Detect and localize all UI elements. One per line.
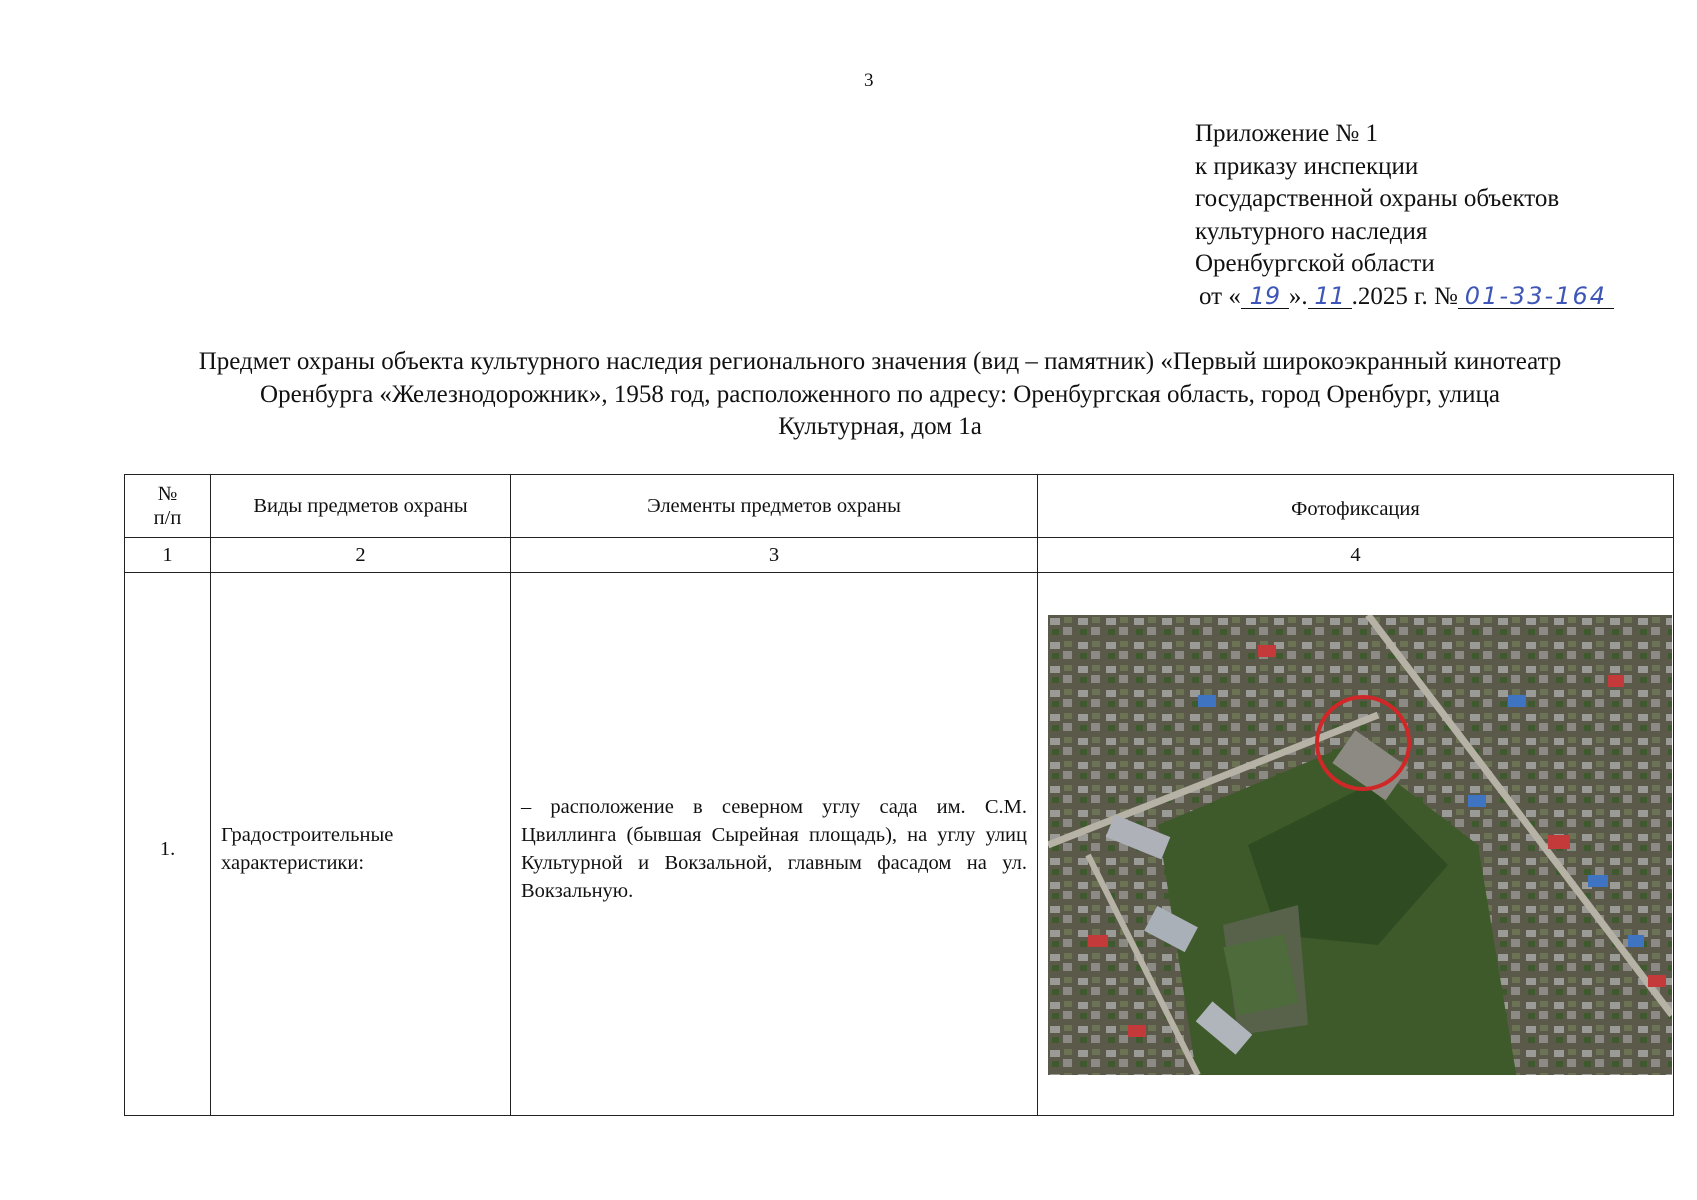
header-photo: Фотофиксация bbox=[1038, 475, 1674, 538]
title-line-2: Оренбурга «Железнодорожник», 1958 год, расположенного по адресу: Оренбургская область, город Оренбург, улица bbox=[260, 380, 1500, 408]
protection-table bbox=[124, 474, 1674, 1116]
blue-roof bbox=[1588, 875, 1608, 887]
column-number: 1 bbox=[125, 538, 211, 573]
red-roof bbox=[1608, 675, 1624, 687]
appendix-line-5: Оренбургской области bbox=[1195, 250, 1435, 278]
title-line-1: Предмет охраны объекта культурного наследия регионального значения (вид – памятник) «Первый широкоэкранный кинотеатр bbox=[198, 348, 1562, 375]
header-types: Виды предметов охраны bbox=[211, 475, 511, 538]
aerial-photo bbox=[1048, 615, 1672, 1075]
date-prefix: от « bbox=[1199, 282, 1241, 310]
appendix-line-3: государственной охраны объектов bbox=[1195, 185, 1560, 213]
header-elements: Элементы предметов охраны bbox=[511, 475, 1038, 538]
header-num-abbr: п/п bbox=[153, 507, 182, 529]
blue-roof bbox=[1198, 695, 1216, 707]
appendix-line-2: к приказу инспекции bbox=[1195, 152, 1419, 180]
protection-element-description: – расположение в северном углу сада им. С.М. Цвиллинга (бывшая Сырейная площадь), на углу улиц Культурной и Вокзальной, главным фасадом на ул. Вокзальную. bbox=[511, 573, 1038, 1116]
red-roof bbox=[1258, 645, 1276, 657]
page-number: 3 bbox=[864, 70, 874, 91]
appendix-line-1: Приложение № 1 bbox=[1195, 120, 1379, 147]
red-roof bbox=[1128, 1025, 1146, 1037]
blue-roof bbox=[1468, 795, 1486, 807]
blue-roof bbox=[1508, 695, 1526, 707]
blue-roof bbox=[1628, 935, 1644, 947]
row-number: 1. bbox=[125, 573, 211, 1116]
appendix-date-line bbox=[1199, 281, 1614, 314]
red-roof bbox=[1088, 935, 1108, 947]
date-mid: ». bbox=[1288, 282, 1308, 310]
header-num-symbol: № bbox=[157, 483, 178, 505]
column-number: 3 bbox=[511, 538, 1038, 573]
appendix-line-4: культурного наследия bbox=[1195, 217, 1428, 245]
handwritten-month: 11 bbox=[1308, 284, 1352, 309]
red-roof bbox=[1548, 835, 1570, 849]
column-number-row bbox=[125, 538, 1674, 573]
table-header-row bbox=[125, 475, 1674, 538]
photo-cell bbox=[1038, 573, 1674, 1116]
handwritten-order-number: 01-33-164 bbox=[1458, 284, 1614, 309]
column-number: 2 bbox=[211, 538, 511, 573]
date-year: .2025 г. № bbox=[1351, 282, 1458, 310]
red-roof bbox=[1648, 975, 1666, 987]
protection-type-line-2: характеристики: bbox=[221, 852, 365, 874]
table-row bbox=[125, 573, 1674, 1116]
document-title bbox=[80, 346, 1680, 444]
protection-type-cell bbox=[211, 573, 511, 1116]
title-line-3: Культурная, дом 1а bbox=[778, 413, 982, 440]
column-number: 4 bbox=[1038, 538, 1674, 573]
protection-type-line-1: Градостроительные bbox=[221, 824, 394, 846]
handwritten-day: 19 bbox=[1241, 284, 1289, 309]
header-num bbox=[125, 475, 211, 538]
appendix-block bbox=[1195, 118, 1614, 314]
